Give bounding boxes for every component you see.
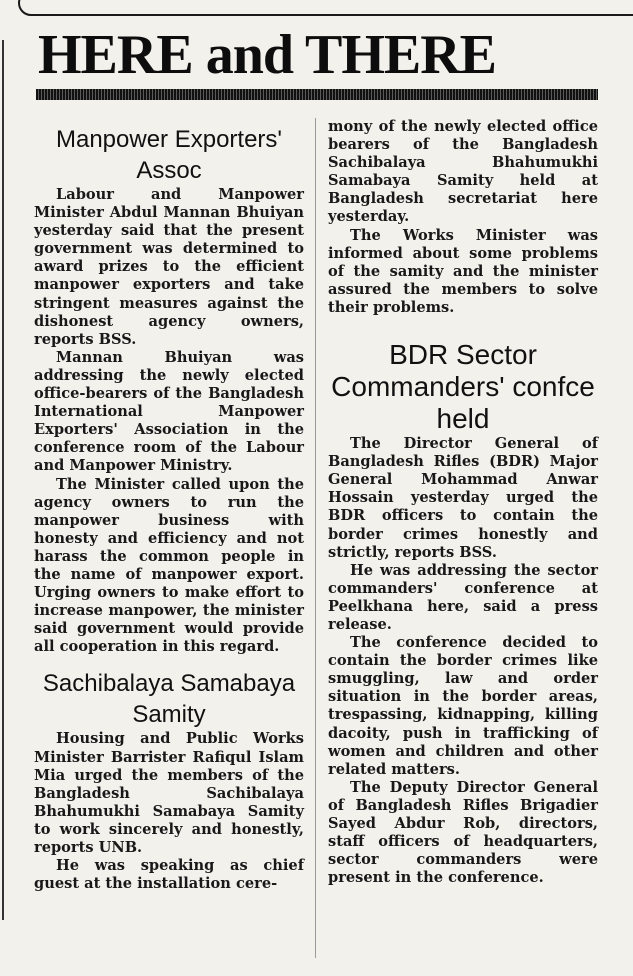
samity-continuation-2: The Works Minister was informed about some problems of the samity and the minister assured the members to solve their problems.: [328, 226, 598, 316]
article-samity-continued: [328, 118, 598, 317]
section-masthead: HERE and THERE: [38, 24, 497, 86]
samity-paragraph-2: He was speaking as chief guest at the installation cere-: [34, 857, 304, 893]
bdr-paragraph-2: He was addressing the sector commanders' conference at Peelkhana here, said a press release.: [328, 561, 598, 633]
page-frame-left: [2, 40, 4, 920]
manpower-headline: Manpower Exporters' Assoc: [55, 126, 282, 184]
bdr-paragraph-4: The Deputy Director General of Bangladesh Rifles Brigadier Sayed Abdur Rob, directors, staff officers of headquarters, sector commanders were present in the conference.: [328, 778, 598, 887]
masthead-rule: [36, 89, 598, 100]
left-column: [34, 124, 304, 893]
samity-paragraph-1: Housing and Public Works Minister Barrister Rafiqul Islam Mia urged the members of the Bangladesh Sachibalaya Bhahumukhi Samabaya Samity to work sincerely and honestly, reports UNB.: [34, 730, 304, 856]
column-separator: [315, 118, 316, 958]
samity-continuation-1: mony of the newly elected office bearers of the Bangladesh Sachibalaya Bhahumukhi Samabaya Samity held at Bangladesh secretariat here yesterday.: [328, 118, 598, 226]
article-manpower: [34, 124, 304, 656]
manpower-paragraph-1: Labour and Manpower Minister Abdul Mannan Bhuiyan yesterday said that the present government was determined to award prizes to the efficient manpower exporters and take stringent measures against the dishonest agency owners, reports BSS.: [34, 186, 304, 348]
bdr-paragraph-1: The Director General of Bangladesh Rifles (BDR) Major General Mohammad Anwar Hossain yesterday urged the BDR officers to contain the border crimes honestly and strictly, reports BSS.: [328, 435, 598, 561]
article-samity: [34, 668, 304, 893]
manpower-paragraph-3: The Minister called upon the agency owners to run the manpower business with honesty and efficiency and not harass the common people in the name of manpower export. Urging owners to make effort to increase manpower, the minister said government would provide all cooperation in this regard.: [34, 475, 304, 656]
page-frame-top: [18, 0, 633, 16]
right-column: [328, 118, 598, 887]
bdr-paragraph-3: The conference decided to contain the border crimes like smuggling, law and order situation in the border areas, trespassing, kidnapping, killing dacoity, push in trafficking of women and children and other related matters.: [328, 634, 598, 778]
bdr-headline: BDR Sector Commanders' confce held: [331, 339, 595, 435]
manpower-paragraph-2: Mannan Bhuiyan was addressing the newly elected office-bearers of the Bangladesh International Manpower Exporters' Association in the conference room of the Labour and Manpower Ministry.: [34, 348, 304, 475]
samity-headline: Sachibalaya Samabaya Samity: [42, 670, 296, 729]
article-bdr: [328, 339, 598, 887]
